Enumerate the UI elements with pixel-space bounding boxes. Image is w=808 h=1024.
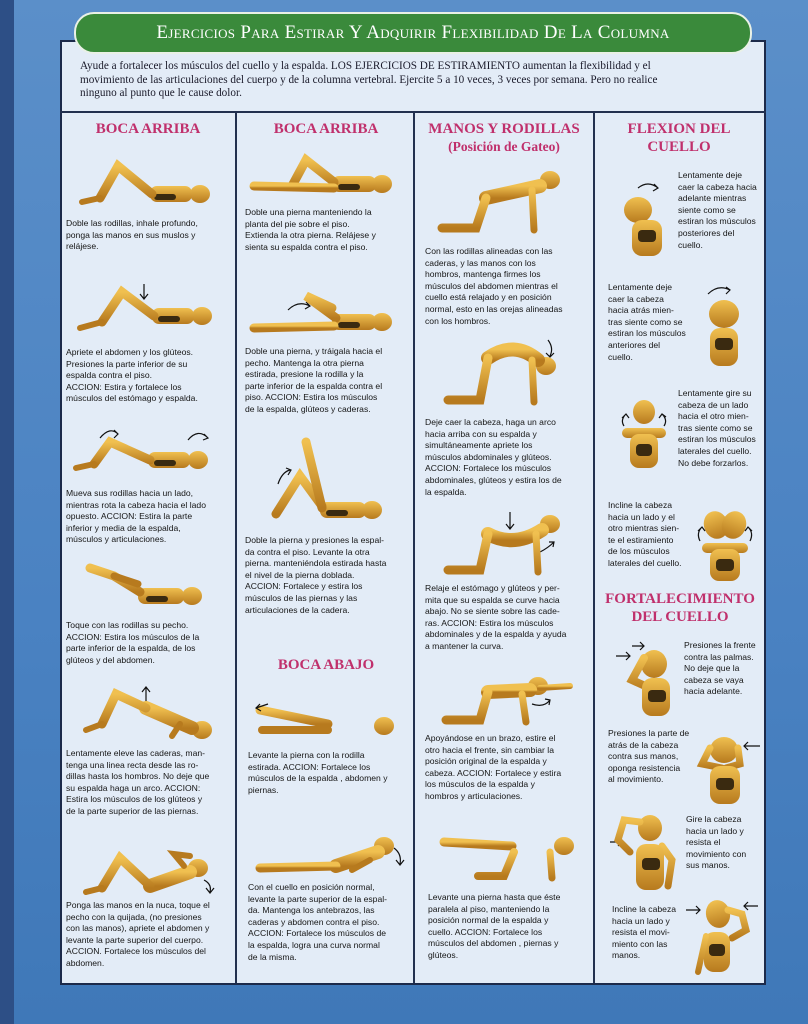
description-line: levante la parte superior de la espal- [248,893,388,904]
column-1-heading [62,120,234,138]
description-line: hombros, mantenga firmes los [425,269,541,280]
column-divider [593,113,595,983]
description-line: Apoyándose en un brazo, estire el [425,733,556,743]
description-line: adelante mientras [678,193,747,204]
description-line: resista el [686,837,721,848]
description-line: Deje caer la cabeza, haga un arco [425,417,556,427]
description-line: ACCION: Fortalece los músculos [425,463,552,474]
description-line: posteriores del [678,227,735,238]
heading-line: DEL CUELLO [631,609,729,625]
lying-knees-bent-press-icon [70,282,215,340]
description-line: ACCION: Estira los músculos de la [66,631,200,642]
description-line: músculos de la espalda , abdomen y [248,773,388,784]
description-line: músculos del abdomen , piernas y [428,938,559,949]
description-line: de la espalda, glúteos y caderas. [245,403,371,414]
exercise-description [425,417,565,498]
description-line: inferior y media de la espalda, [66,522,181,533]
exercise-description [245,207,385,253]
description-line: relájese. [66,241,99,252]
exercise-description [66,620,206,666]
leg-raise-icon [260,436,390,528]
lying-knees-rotate-icon [70,424,215,480]
exercise-description [66,748,210,818]
exercise-description [425,583,565,653]
description-line: Con el cuello en posición normal, [248,882,375,892]
exercise-description [425,246,565,327]
exercise-description [678,388,768,469]
heading-line: BOCA ARRIBA [95,121,201,137]
description-line: Doble una pierna manteniendo la [245,207,372,217]
description-line: ACCION. Fortalece los músculos del [66,946,206,957]
description-line: atrás de la cabeza [608,739,679,750]
description-line: sienta su espalda contra el piso. [245,241,368,252]
description-line: músculos del estómago y espalda. [66,393,198,404]
description-line: hacia adelante. [684,686,743,697]
description-line: Con las rodillas alineadas con las [425,246,553,256]
intro-line: ninguno al punto que le cause dolor. [80,87,242,100]
lying-knees-bent-icon [70,158,215,210]
description-line: ras. ACCION: Estira los músculos [425,617,554,628]
column-divider [235,113,237,983]
description-line: simultáneamente apriete los [425,440,533,451]
description-line: hacia un lado y el [608,511,675,522]
hip-raise-icon [80,684,220,742]
description-line: pecho con la quijada, (no presiones [66,911,202,922]
exercise-description [608,500,700,570]
column-2-heading [238,120,414,138]
description-line: te el estiramiento [608,534,674,545]
title-banner [74,12,752,54]
neck-forward-icon [614,178,670,260]
exercise-description [428,892,568,962]
description-line: posición normal de la espalda y [428,915,549,926]
exercise-description [608,282,700,363]
description-line: cabeza de un lado [678,399,749,410]
description-line: cabeza se vaya [684,674,744,685]
description-line: movimiento con [686,848,747,859]
description-line: Presiones la parte de [608,728,690,738]
description-line: Estira los músculos de los glúteos y [66,794,203,805]
description-line: Apriete el abdomen y los glúteos. [66,347,194,357]
neck-back-icon [698,284,754,370]
description-line: caer la cabeza hacia [678,181,757,192]
description-line: abdomen. [66,957,105,968]
neck-tilt-icon [694,505,758,583]
description-line: da. Mantenga los antebrazos, las [248,905,375,916]
description-line: ponga las manos en sus muslos y [66,229,196,240]
description-line: piernas. [248,784,279,795]
description-line: abdominales, glúteos y estira los de [425,474,562,485]
column-2-subheading [238,656,414,674]
description-line: Incline la cabeza [612,904,677,914]
page-title: Ejercicios Para Estirar Y Adquirir Flexibilidad De La Columna [156,22,670,43]
description-line: piso. ACCION: Estira los músculos [245,392,378,403]
description-line: siente como se [678,204,736,215]
description-line: estiran los músculos [608,328,686,339]
cat-arch-icon [440,336,570,410]
description-line: Relaje el estómago y glúteos y per- [425,583,560,593]
column-divider [413,113,415,983]
description-line: tenga una linea recta desde las ro- [66,759,199,770]
column-4-subheading [594,590,766,626]
description-line: de la parte superior de las piernas. [66,805,199,816]
description-line: ACCION: Fortalece y estira los [245,581,363,592]
exercise-description [245,346,385,416]
description-line: a mantener la curva. [425,640,504,651]
heading-line: FLEXION DEL [627,121,731,137]
description-line: ACCION: Estira y fortalece los [66,381,182,392]
back-head-press-icon [694,730,766,808]
description-line: oponga resistencia [608,762,681,773]
description-line: tras siente como se [678,422,753,433]
knees-to-chest-icon [80,562,210,616]
exercise-description [686,814,766,872]
description-line: No debe forzarlos. [678,457,749,468]
description-line: articulaciones de la cadera. [245,604,350,615]
description-line: Presiones la frente [684,640,756,650]
heading-line: FORTALECIMIENTO [605,591,755,607]
description-line: Doble las rodillas, inhale profundo, [66,218,198,228]
description-line: pecho. Mantenga la otra pierna [245,357,364,368]
description-line: cuello está relajado y en posición [425,292,552,303]
description-line: sus manos. [686,860,730,871]
description-line: No deje que la [684,663,740,674]
leg-reach-icon [438,830,578,886]
intro-text [80,60,760,101]
side-turn-press-icon [606,812,680,894]
description-line: mientras rota la cabeza hacia el lado [66,499,206,510]
description-line: músculos de las piernas y las [245,592,358,603]
heading-line: BOCA ABAJO [277,657,375,673]
exercise-description [245,535,385,616]
heading-line: (Posición de Gateo) [448,139,560,154]
knee-to-chest-icon [246,290,396,340]
description-line: hacia el otro mien- [678,411,749,422]
description-line: laterales del cuello. [678,445,752,456]
description-line: planta del pie sobre el piso. [245,218,350,229]
description-line: parte inferior de la espalda, de los [66,643,196,654]
description-line: estirada. ACCION: Fortalece los [248,761,371,772]
description-line: Doble una pierna, y tráigala hacia el [245,346,383,356]
description-line: contra sus manos, [608,751,679,762]
description-line: Doble la pierna y presiones la espal- [245,535,385,545]
description-line: parte inferior de la espalda contra el [245,380,383,391]
description-line: Lentamente gire su [678,388,752,398]
description-line: caderas y abdomen contra el piso. [248,916,380,927]
description-line: la espalda, logra una curva normal [248,939,380,950]
description-line: mita que su espalda se curve hacia [425,594,560,605]
prone-neck-raise-icon [252,832,407,878]
exercise-description [608,728,700,786]
description-line: Extienda la otra pierna. Relájese y [245,230,376,241]
description-line: glúteos y del abdomen. [66,654,155,665]
heading-line: CUELLO [647,139,711,155]
heading-line: MANOS Y RODILLAS [428,121,580,137]
exercise-description [684,640,768,698]
description-line: con los hombros. [425,315,491,326]
description-line: posición original de la espalda y [425,756,547,767]
description-line: la espalda. [425,486,467,497]
description-line: hacia arriba con su espalda y [425,428,537,439]
description-line: cuello. [608,351,633,362]
intro-line: Ayude a fortalecer los músculos del cuello y la espalda. LOS EJERCICIOS DE ESTIRAMIENTO aumentan la flexibilidad y el [80,60,651,72]
description-line: cuello. [678,239,703,250]
description-line: anteriores del [608,339,661,350]
description-line: laterales del cuello. [608,557,682,568]
description-line: su espalda haga un arco. ACCION: [66,782,201,793]
description-line: al movimiento. [608,774,664,785]
prone-leg-lift-icon [252,700,402,740]
description-line: caer la cabeza [608,293,664,304]
all-fours-icon [436,168,566,238]
description-line: opuesto. ACCION: Estira la parte [66,511,193,522]
heading-line: BOCA ARRIBA [273,121,379,137]
neck-rotate-icon [616,394,672,472]
description-line: hacia atrás mien- [608,305,674,316]
description-line: da contra el piso. Levante la otra [245,546,370,557]
description-line: normal, esto en las orejas alineadas [425,303,563,314]
description-line: Presiones la parte inferior de su [66,358,188,369]
description-line: miento con las [612,938,668,949]
description-line: pierna. manteniéndola estirada hasta [245,558,387,569]
description-line: tras siente como se [608,316,683,327]
description-line: Lentamente deje [678,170,743,180]
one-leg-bent-icon [246,152,396,200]
exercise-description [66,900,210,970]
description-line: Levante una pierna hasta que éste [428,892,561,902]
description-line: espalda contra el piso. [66,370,152,381]
description-line: hacia un lado y [686,825,744,836]
description-line: estiran los músculos [678,216,756,227]
exercise-description [425,733,565,803]
column-4-heading [594,120,764,156]
description-line: caderas, y las manos con los [425,257,536,268]
description-line: músculos y articulaciones. [66,534,167,545]
description-line: Incline la cabeza [608,500,673,510]
forehead-press-icon [612,640,678,720]
description-line: cuello. ACCION: Fortalece los [428,926,543,937]
description-line: Lentamente eleve las caderas, man- [66,748,206,758]
intro-line: movimiento de las articulaciones del cuerpo y de la columna vertebral. Ejercite 5 a 10 veces, 3 veces por semana. Pero no realice [80,73,658,86]
description-line: otro hacia el frente, sin cambiar la [425,744,554,755]
crunch-icon [80,846,220,898]
description-line: ACCION: Fortalece los músculos de [248,928,387,939]
description-line: hacia un lado y [612,915,670,926]
exercise-description [612,904,686,962]
column-3-heading [414,120,594,156]
description-line: Gire la cabeza [686,814,742,824]
description-line: Mueva sus rodillas hacia un lado, [66,488,194,498]
description-line: Ponga las manos en la nuca, toque el [66,900,210,910]
description-line: los músculos de la espalda y [425,779,535,790]
exercise-description [678,170,764,251]
description-line: Levante la pierna con la rodilla [248,750,365,760]
description-line: paralela al piso, manteniendo la [428,903,550,914]
description-line: Toque con las rodillas su pecho. [66,620,189,630]
description-line: con las manos), apriete el abdomen y [66,923,210,934]
description-line: músculos abdominales y glúteos. [425,451,552,462]
description-line: músculos del abdomen mientras el [425,280,558,291]
description-line: estirada, presione la rodilla y la [245,369,364,380]
description-line: hombros y articulaciones. [425,790,523,801]
description-line: resista el movi- [612,927,670,938]
description-line: glúteos. [428,949,459,960]
description-line: levante la parte superior del cuerpo. [66,934,204,945]
description-line: de la misma. [248,951,297,962]
description-line: de los músculos [608,546,670,557]
description-line: contra las palmas. [684,651,754,662]
arm-reach-icon [440,672,575,730]
exercise-description [66,347,206,405]
description-line: Lentamente deje [608,282,673,292]
left-edge [0,0,14,1024]
back-sag-icon [440,508,570,582]
description-line: abajo. No se siente sobre las cade- [425,606,560,617]
side-tilt-press-icon [684,896,764,976]
description-line: otro mientras sien- [608,523,680,534]
description-line: manos. [612,950,641,961]
description-line: cabeza. ACCION: Fortalece y estira [425,767,562,778]
exercise-description [248,882,388,963]
exercise-description [66,488,206,546]
description-line: estiran los músculos [678,434,756,445]
description-line: dillas hasta los hombros. No deje que [66,771,210,782]
exercise-description [248,750,388,796]
exercise-description [66,218,206,253]
description-line: el nivel de la pierna doblada. [245,569,355,580]
description-line: abdominales y de la espalda y ayuda [425,629,567,640]
